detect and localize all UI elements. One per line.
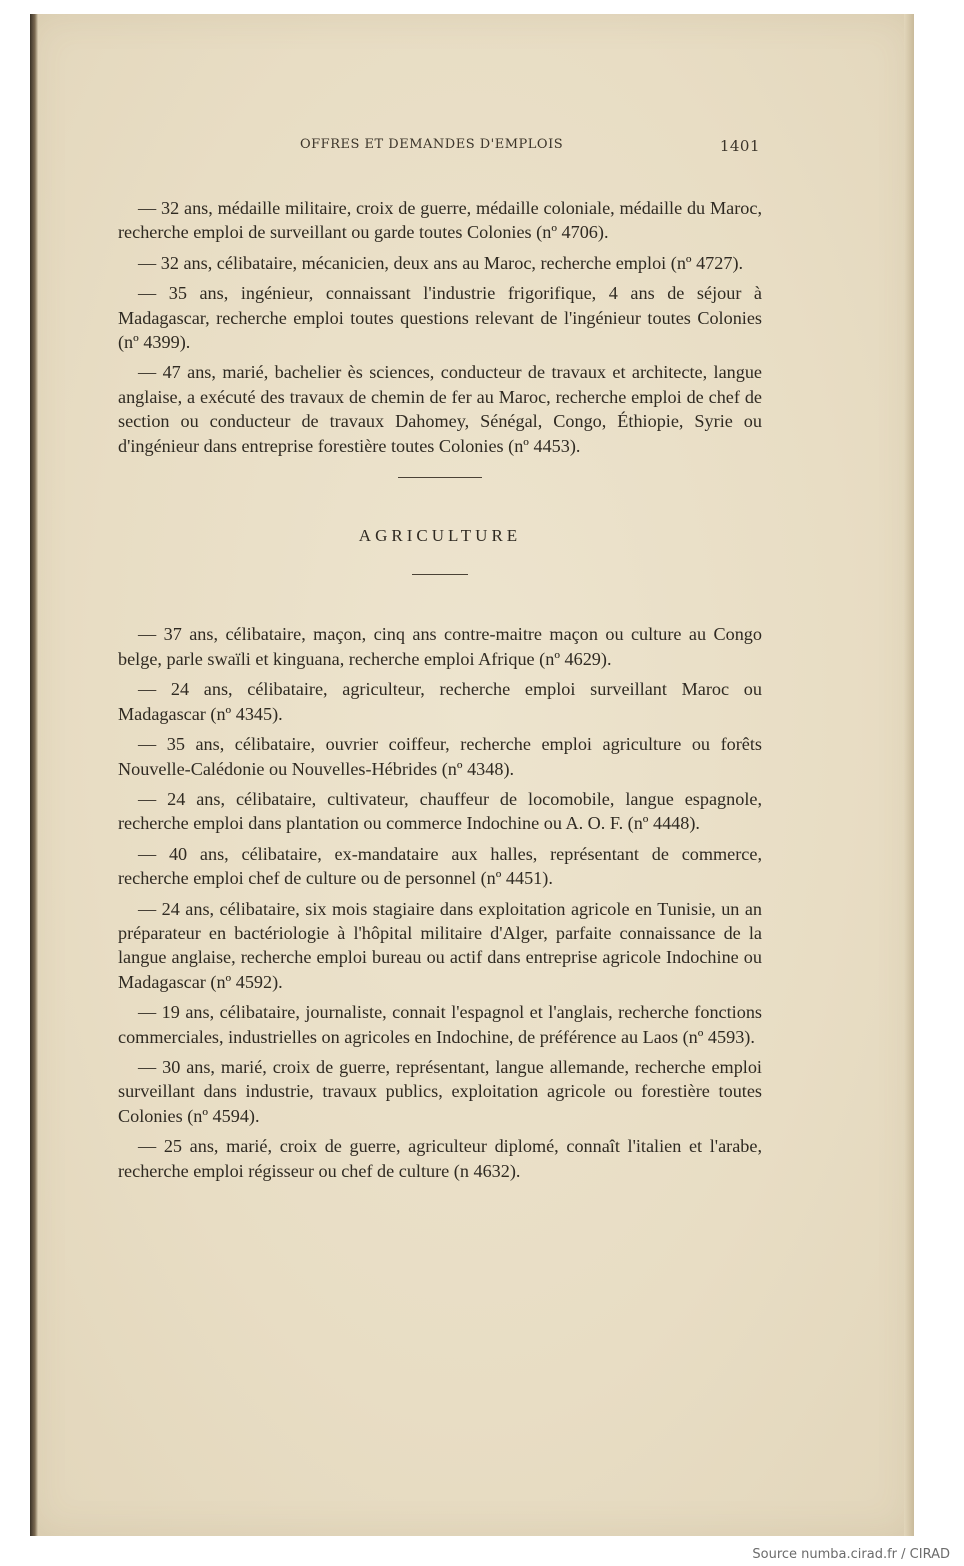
page-body — [118, 196, 762, 1189]
job-entry: — 35 ans, ingénieur, connaissant l'industrie frigorifique, 4 ans de séjour à Madagascar, recherche emploi toutes questions relevant de l'ingénieur toutes Colonies (nº 4399). — [118, 283, 762, 353]
job-entry: — 47 ans, marié, bachelier ès sciences, conducteur de travaux et architecte, langue anglaise, a exécuté des travaux de chemin de fer au Maroc, recherche emploi de chef de section ou conducteur de travaux Dahomey, Sénégal, Congo, Éthiopie, Syrie ou d'ingénieur dans entreprise forestière toutes Colonies (nº 4453). — [118, 362, 762, 456]
page-edge — [904, 14, 914, 1536]
job-entry: — 25 ans, marié, croix de guerre, agriculteur diplomé, connaît l'italien et l'arabe, recherche emploi régisseur ou chef de culture (n 4632). — [118, 1136, 762, 1181]
page-number: 1401 — [719, 137, 760, 155]
job-entry: — 32 ans, médaille militaire, croix de guerre, médaille coloniale, médaille du Maroc, recherche emploi de surveillant ou garde toutes Colonies (nº 4706). — [118, 198, 762, 243]
job-entry: — 37 ans, célibataire, maçon, cinq ans contre-maitre maçon ou culture au Congo belge, parle swaïli et kinguana, recherche emploi Afrique (nº 4629). — [118, 624, 762, 669]
job-entry: — 35 ans, célibataire, ouvrier coiffeur, recherche emploi agriculture ou forêts Nouvelle-Calédonie ou Nouvelles-Hébrides (nº 4348). — [118, 734, 762, 779]
running-head — [270, 137, 760, 159]
job-entry: — 24 ans, célibataire, cultivateur, chauffeur de locomobile, langue espagnole, recherche emploi dans plantation ou commerce Indochine ou A. O. F. (nº 4448). — [118, 788, 762, 834]
job-entry: — 30 ans, marié, croix de guerre, représentant, langue allemande, recherche emploi surveillant dans industrie, travaux publics, exploitation agricole ou forestière toutes Colonies (nº 4594). — [118, 1056, 762, 1126]
job-entry: — 32 ans, célibataire, mécanicien, deux ans au Maroc, recherche emploi (nº 4727). — [138, 252, 744, 273]
job-entry: — 19 ans, célibataire, journaliste, connait l'espagnol et l'anglais, recherche fonctions commerciales, industrielles on agricoles en Indochine, de préférence au Laos (nº 4593). — [118, 1002, 762, 1047]
section-divider — [398, 477, 482, 478]
source-credit: Source numba.cirad.fr / CIRAD — [752, 1547, 950, 1562]
running-head-title: OFFRES ET DEMANDES D'EMPLOIS — [300, 137, 564, 152]
job-entry: — 40 ans, célibataire, ex-mandataire aux halles, représentant de commerce, recherche emploi chef de culture ou de personnel (nº 4451). — [118, 843, 762, 889]
job-entry: — 24 ans, célibataire, agriculteur, recherche emploi surveillant Maroc ou Madagascar (nº 4345). — [118, 679, 762, 724]
book-spine-shadow — [30, 14, 38, 1536]
job-entry: — 24 ans, célibataire, six mois stagiaire dans exploitation agricole en Tunisie, un an préparateur en bactériologie à l'hôpital militaire d'Alger, parfaite connaissance de la langue anglaise, recherche emploi bureau ou actif dans entreprise agricole Indochine ou Madagascar (nº 4592). — [118, 898, 762, 992]
section-title: AGRICULTURE — [358, 526, 522, 546]
